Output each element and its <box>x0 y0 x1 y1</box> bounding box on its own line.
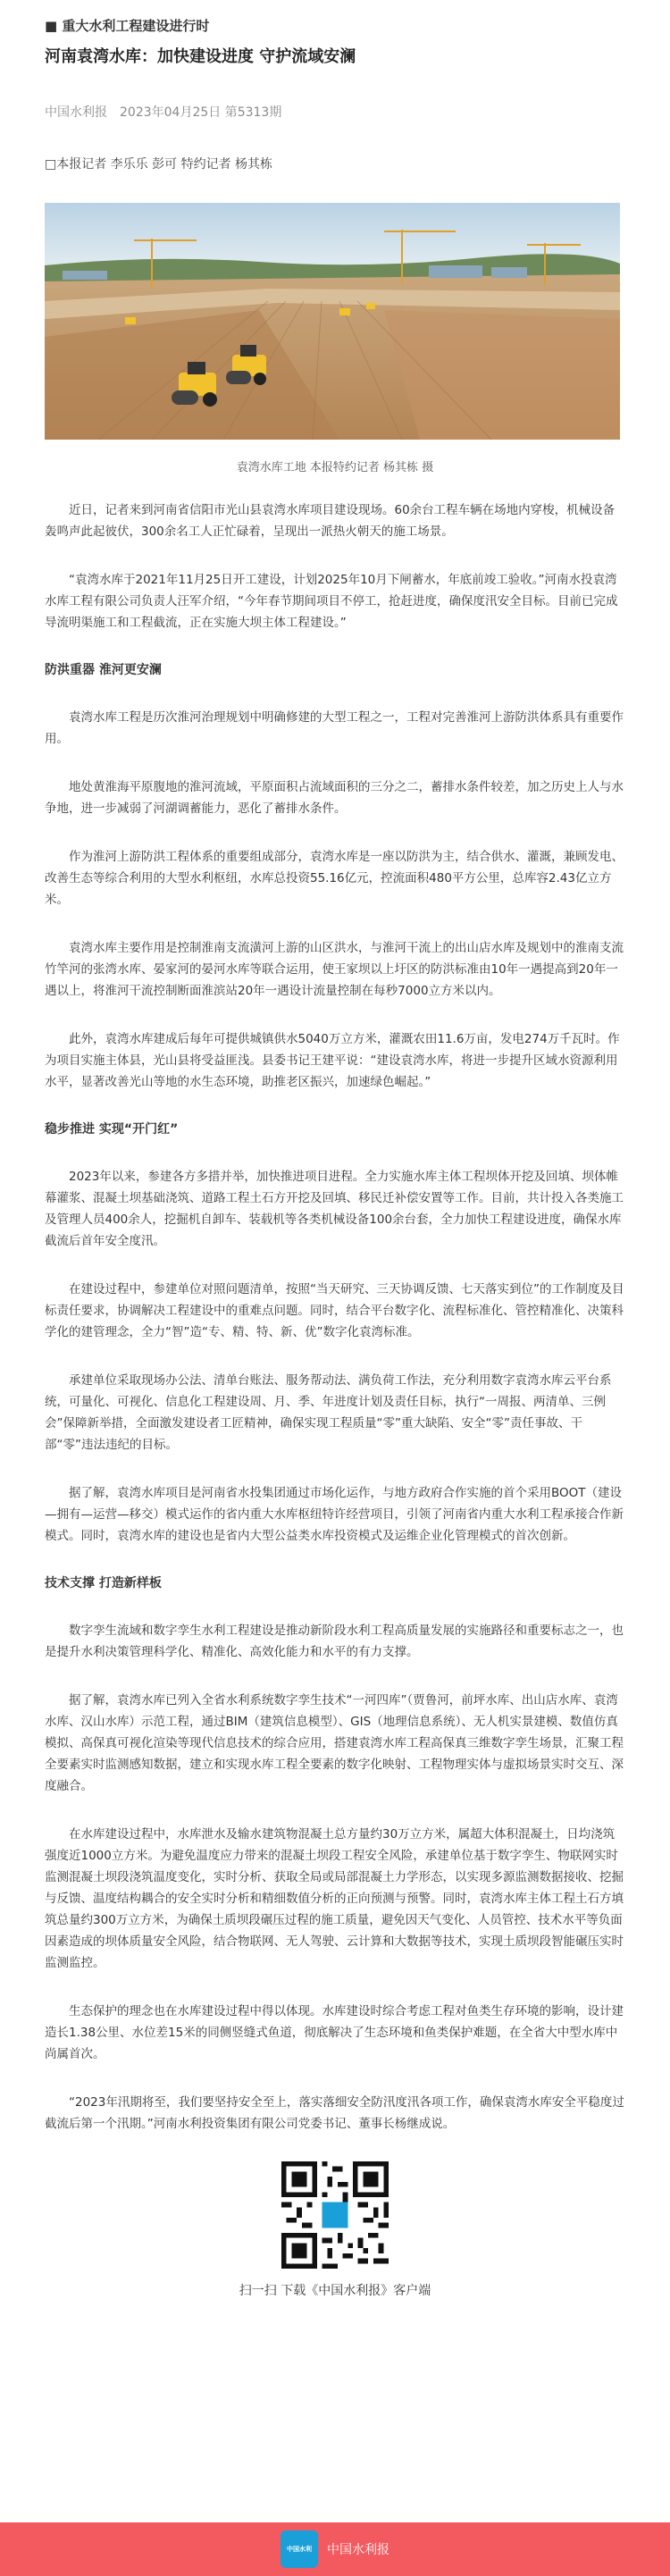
paragraph: 生态保护的理念也在水库建设过程中得以体现。水库建设时综合考虑工程对鱼类生存环境的影响，设计建造长1.38公里、水位差15米的同侧竖缝式鱼道，彻底解决了生态环境和鱼类保护难题，在全省大中型水库中尚属首次。 <box>45 2004 624 2061</box>
paragraph: 据了解，袁湾水库项目是河南省水投集团通过市场化运作，与地方政府合作实施的首个采用BOOT（建设—拥有—运营—移交）模式运作的省内重大水库枢纽特许经营项目，引领了河南省内重大水利工程承接合作新模式。同时，袁湾水库的建设也是省内大型公益类水库投资模式及运维企业化管理模式的首次创新。 <box>45 1486 624 1543</box>
section-title-technology: 技术支撑 打造新样板 <box>45 1576 162 1590</box>
qr-scan-text: 扫一扫 下载《中国水利报》客户端 <box>239 2284 431 2298</box>
logo-label: 中国水利 <box>287 2546 312 2553</box>
construction-site-photo <box>45 203 620 440</box>
paragraph: 作为淮河上游防洪工程体系的重要组成部分，袁湾水库是一座以防洪为主，结合供水、灌溉，兼顾发电、改善生态等综合利用的大型水利枢纽，水库总投资55.16亿元，控流面积480平方公里，总库容2.43亿立方米。 <box>45 850 624 907</box>
section-title-flood-control: 防洪重器 淮河更安澜 <box>45 663 162 677</box>
paragraph: 数字孪生流域和数字孪生水利工程建设是推动新阶段水利工程高质量发展的实施路径和重要标志之一，也是提升水利决策管理科学化、精准化、高效化能力和水平的有力支撑。 <box>45 1624 624 1659</box>
paragraph: 在水库建设过程中，水库泄水及输水建筑物混凝土总方量约30万立方米，属超大体积混凝土，日均浇筑强度近1000立方米。为避免温度应力带来的混凝土坝段工程安全风险，承建单位基于数字孪生、物联网实时监测混凝土坝段浇筑温度变化，实时分析、获取全局或局部混凝土力学形态，以实现多源监测数据接收、挖掘与反馈、温度结构耦合的安全实时分析和精细数值分析的正向预测与预警。同时，袁湾水库主体工程土石方填筑总量约300万立方米，为确保土质坝段碾压过程的施工质量，避免因天气变化、人员管控、技术水平等负面因素造成的坝体质量安全风险，结合物联网、无人驾驶、云计算和大数据等技术，实现土质坝段智能碾压实时监测监控。 <box>45 1827 624 1970</box>
publication-meta: 中国水利报 2023年04月25日 第5313期 <box>45 105 282 120</box>
footer-brand-text: 中国水利报 <box>327 2543 389 2557</box>
paragraph: 据了解，袁湾水库已列入全省水利系统数字孪生技术“一河四库”（贾鲁河，前坪水库、出山店水库、袁湾水库、汉山水库）示范工程，通过BIM（建筑信息模型）、GIS（地理信息系统）、无人机实景建模、数值仿真模拟、高保真可视化渲染等现代信息技术的综合应用，搭建袁湾水库工程高保真三维数字孪生场景，汇聚工程全要素实时监测感知数据，建立和实现水库工程全要素的数字化映射、工程物理实体与虚拟场景实时交互、深度融合。 <box>45 1693 624 1793</box>
section-title-progress: 稳步推进 实现“开门红” <box>45 1122 179 1137</box>
paragraph: 在建设过程中，参建单位对照问题清单，按照“当天研究、三天协调反馈、七天落实到位”的工作制度及目标责任要求，协调解决工程建设中的重难点问题。同时，结合平台数字化、流程标准化、管控精准化、决策科学化的建管理念，全力“智”造“专、精、特、新、优”数字化袁湾标准。 <box>45 1282 624 1339</box>
qr-code-icon <box>281 2161 389 2269</box>
paragraph: 近日，记者来到河南省信阳市光山县袁湾水库项目建设现场。60余台工程车辆在场地内穿梭，机械设备轰鸣声此起彼伏，300余名工人正忙碌着，呈现出一派热火朝天的施工场景。 <box>45 503 616 539</box>
photo-caption: 袁湾水库工地 本报特约记者 杨其栋 摄 <box>236 461 434 474</box>
app-download-qr-code[interactable] <box>281 2161 389 2269</box>
app-logo-icon <box>281 2530 318 2568</box>
paragraph: “袁湾水库于2021年11月25日开工建设，计划2025年10月下闸蓄水，年底前竣工验收。”河南水投袁湾水库工程有限公司负责人汪军介绍，“今年春节期间项目不停工，抢赶进度，确保度汛安全目标。目前已完成导流明渠施工和工程截流，正在实施大坝主体工程建设。” <box>45 573 618 630</box>
paragraph: “2023年汛期将至，我们要坚持安全至上，落实落细安全防汛度汛各项工作，确保袁湾水库安全平稳度过截流后第一个汛期。”河南水利投资集团有限公司党委书记、董事长杨继成说。 <box>45 2095 624 2131</box>
byline: □本报记者 李乐乐 彭可 特约记者 杨其栋 <box>45 157 273 172</box>
article <box>45 0 625 2299</box>
paragraph: 袁湾水库主要作用是控制淮南支流潢河上游的山区洪水，与淮河干流上的出山店水库及规划中的淮南支流竹竿河的张湾水库、晏家河的晏河水库等联合运用，使王家坝以上圩区的防洪标准由10年一遇提高到20年一遇以上，将淮河干流控制断面淮滨站20年一遇设计流量控制在每秒7000立方米以内。 <box>45 941 624 998</box>
paragraph: 地处黄淮海平原腹地的淮河流域，平原面积占流域面积的三分之二，蓄排水条件较差，加之历史上人与水争地，进一步减弱了河湖调蓄能力，恶化了蓄排水条件。 <box>45 780 624 816</box>
paragraph: 袁湾水库工程是历次淮河治理规划中明确修建的大型工程之一，工程对完善淮河上游防洪体系具有重要作用。 <box>45 710 624 746</box>
paragraph: 2023年以来，参建各方多措并举，加快推进项目进程。全力实施水库主体工程坝体开挖及回填、坝体帷幕灌浆、混凝土坝基础浇筑、道路工程土石方开挖及回填、移民迁补偿安置等工作。目前，共计投入各类施工及管理人员400余人，挖掘机自卸车、装载机等各类机械设备100余台套，全力加快工程建设进度，确保水库截流后首年安全度汛。 <box>45 1170 624 1248</box>
article-title: 河南袁湾水库：加快建设进度 守护流域安澜 <box>45 47 356 66</box>
paragraph: 承建单位采取现场办公法、清单台账法、服务帮动法、满负荷工作法，充分利用数字袁湾水库云平台系统，可量化、可视化、信息化工程建设周、月、季、年进度计划及责任目标，执行“一周报、两清单、三例会”保障新举措，全面激发建设者工匠精神，确保实现工程质量“零”重大缺陷、安全“零”责任事故、干部“零”违法违纪的目标。 <box>45 1373 612 1452</box>
footer-banner[interactable] <box>0 2522 670 2576</box>
paragraph: 此外，袁湾水库建成后每年可提供城镇供水5040万立方米，灌溉农田11.6万亩，发电274万千瓦时。作为项目实施主体县，光山县将受益匪浅。县委书记王建平说：“建设袁湾水库，将进一步提升区域水资源利用水平，显著改善光山等地的水生态环境，助推老区振兴，加速绿色崛起。” <box>45 1032 620 1089</box>
column-kicker: ■ 重大水利工程建设进行时 <box>45 18 210 34</box>
